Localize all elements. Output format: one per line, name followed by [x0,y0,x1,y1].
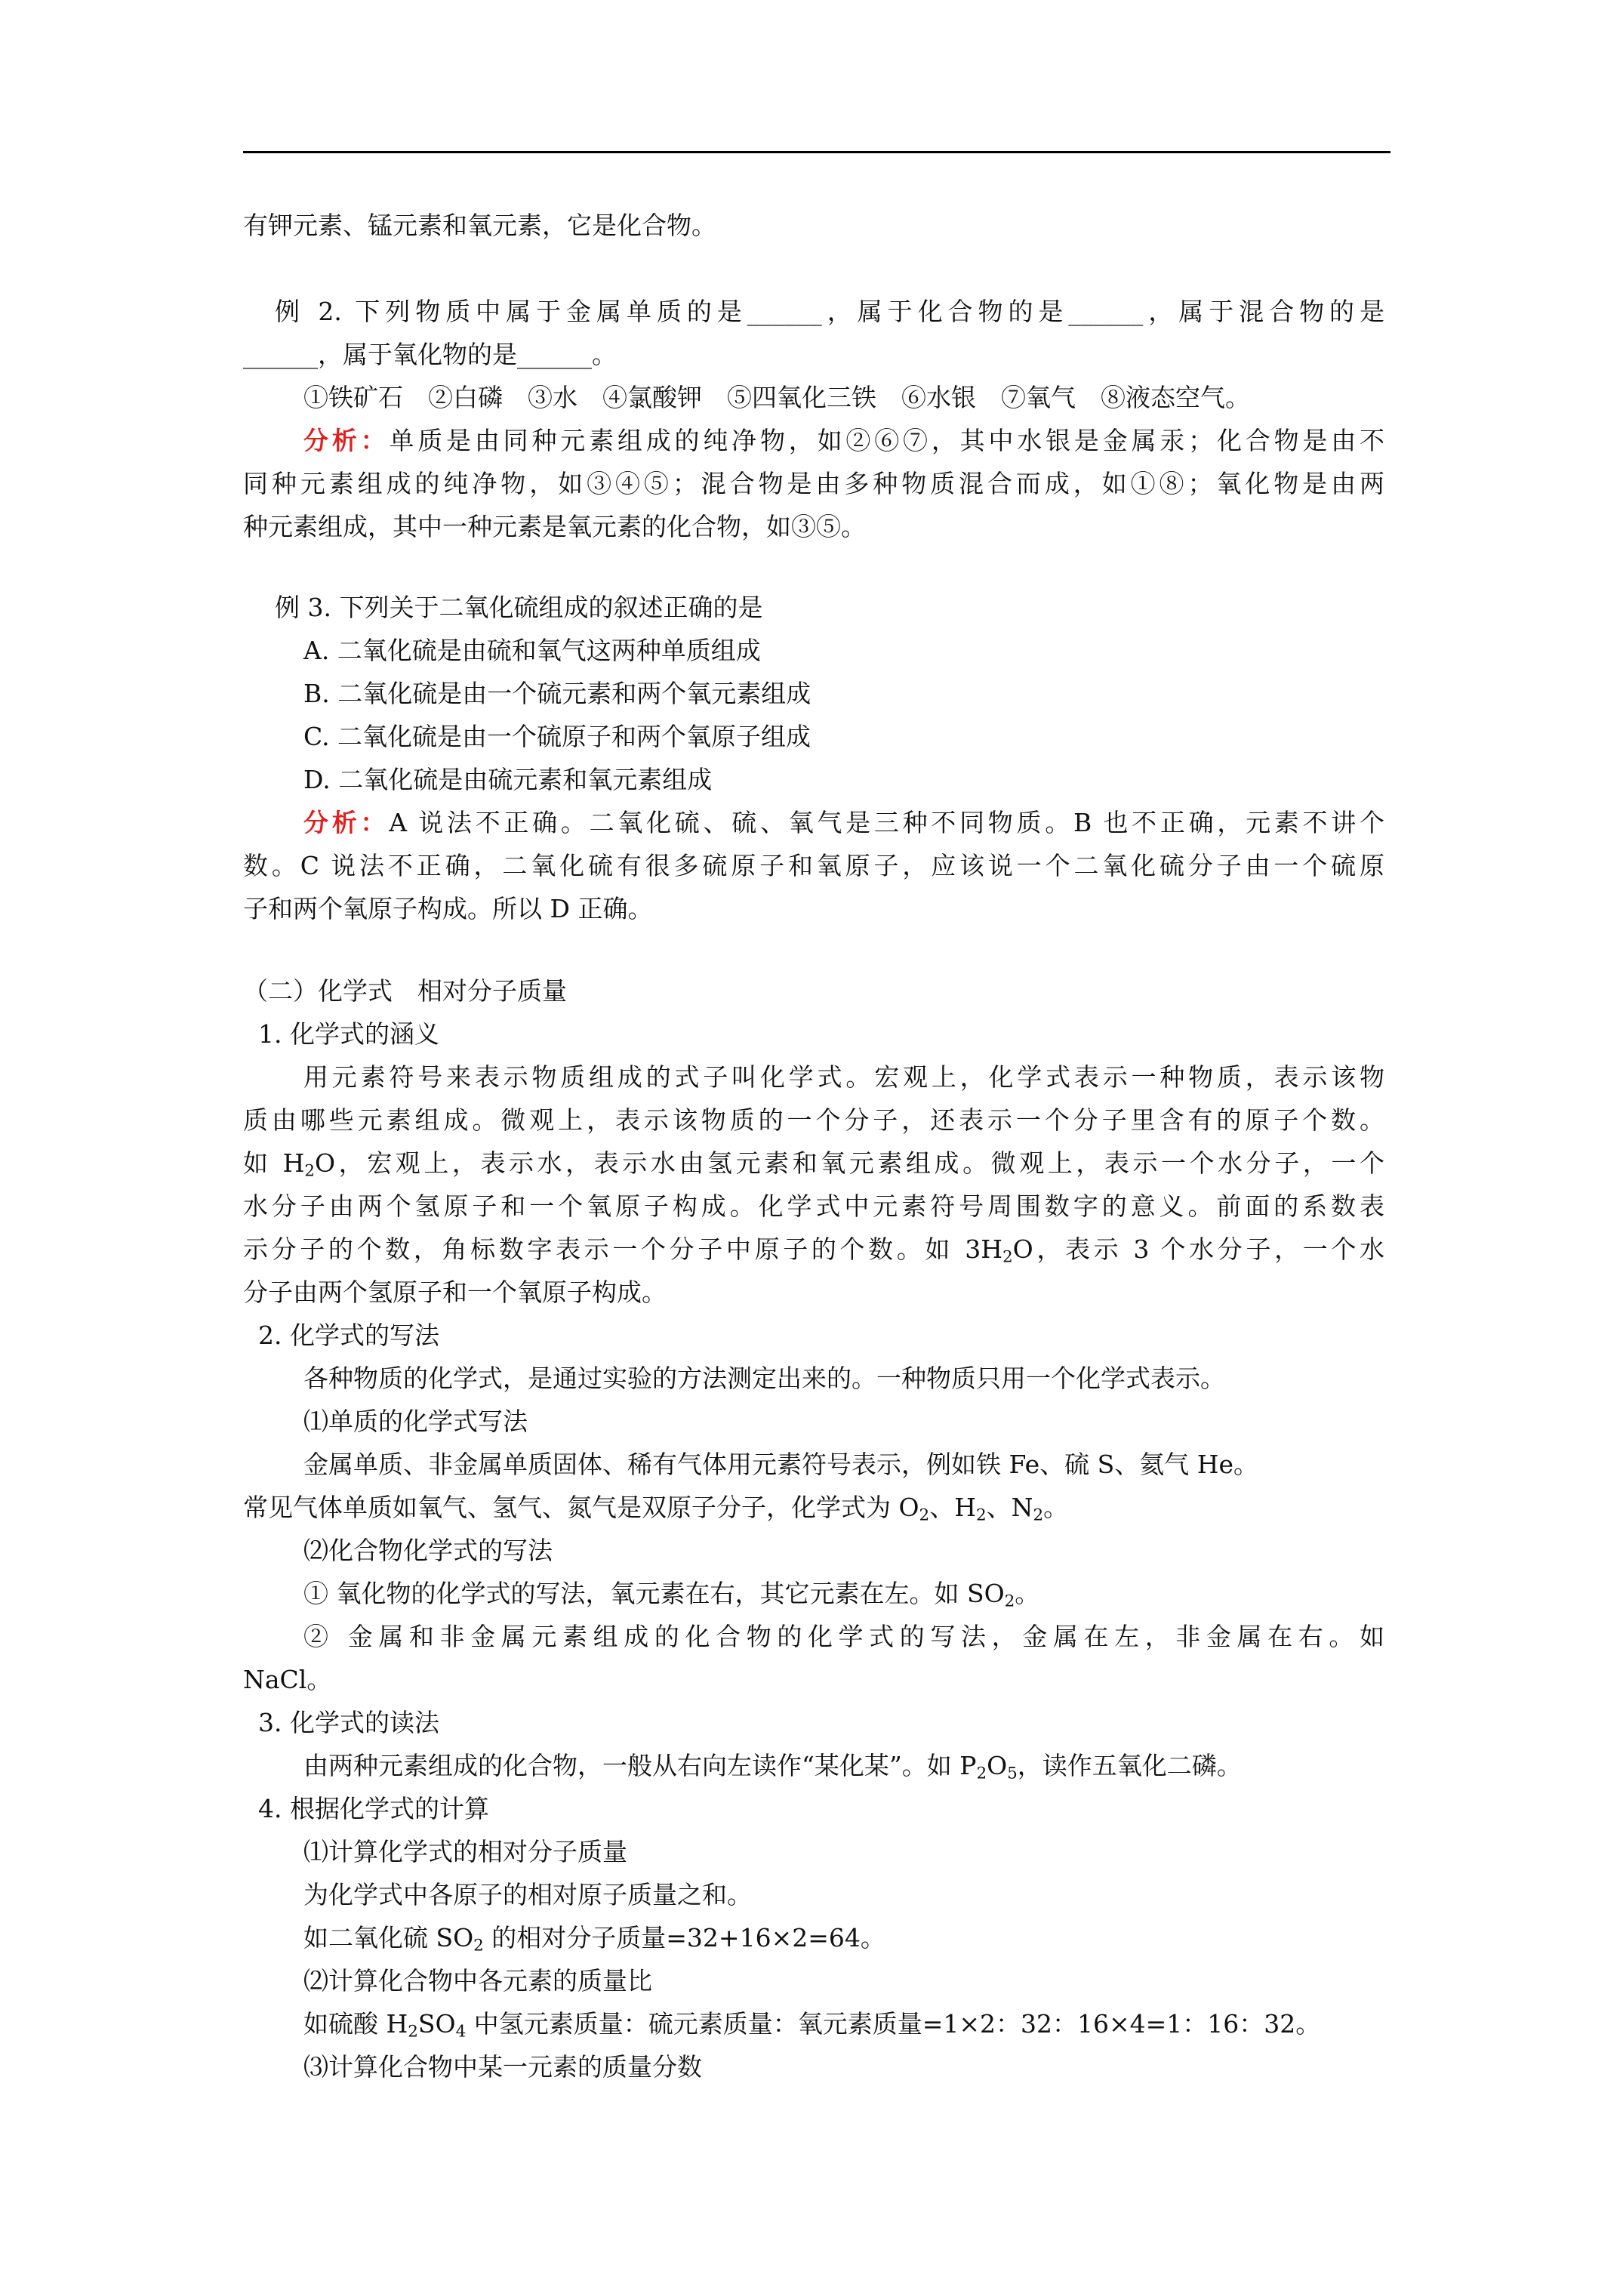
ex2-analysis-line1 [303,419,1384,463]
ex3-analysis-label: 分析： [303,808,390,837]
s2-sub1-line2 [243,1486,1068,1530]
s2-sub2-item2-line1: ② 金属和非金属元素组成的化合物的化学式的写法，金属在左，非金属在右。如 [303,1622,1384,1651]
intro-line: 有钾元素、锰元素和氧元素，它是化合物。 [243,211,716,240]
s1-para-line3 [243,1142,1384,1185]
ex3-analysis-line3: 子和两个氧原子构成。所以 D 正确。 [243,894,653,923]
s2-sub2-item1 [303,1572,1039,1616]
ex2-analysis-label: 分析： [303,426,390,455]
s3-p1-sub2: 5 [1007,1764,1018,1783]
s3-title: 3. 化学式的读法 [258,1708,439,1737]
ex3-option-d: D. 二氧化硫是由硫元素和氧元素组成 [303,765,713,794]
s2-sub2-i1-b: 。 [1015,1579,1040,1608]
s1-para-line5 [243,1228,1384,1271]
s2-sub1-line1: 金属单质、非金属单质固体、稀有气体用元素符号表示，例如铁 Fe、硫 S、氦气 He。 [303,1450,1259,1479]
s4-sub2-l1-c: 中氢元素质量：硫元素质量：氧元素质量=1×2：32：16×4=1：16：32。 [466,2009,1321,2039]
s2-sub2-title: ⑵化合物化学式的写法 [303,1536,553,1565]
s4-sub1-line1: 为化学式中各原子的相对原子质量之和。 [303,1880,752,1909]
s2-sub1-l2-sub3: 2 [1033,1505,1044,1525]
ex3-analysis-text1: A 说法不正确。二氧化硫、硫、氧气是三种不同物质。B 也不正确，元素不讲个 [389,808,1385,837]
header-rule [243,151,1390,153]
s2-sub1-l2-b: 、H [929,1493,976,1522]
s4-sub2-line1 [303,2002,1320,2046]
ex2-options: ①铁矿石 ②白磷 ③水 ④氯酸钾 ⑤四氧化三铁 ⑥水银 ⑦氧气 ⑧液态空气。 [303,383,1250,412]
s4-sub1-l2-subscript: 2 [473,1936,484,1955]
s2-sub1-l2-sub1: 2 [919,1505,930,1525]
ex3-analysis-line2: 数。C 说法不正确，二氧化硫有很多硫原子和氧原子，应该说一个二氧化硫分子由一个硫原 [243,851,1384,880]
s2-sub1-l2-sub2: 2 [975,1505,987,1525]
s1-para-line6: 分子由两个氢原子和一个氧原子构成。 [243,1277,667,1307]
s2-sub1-title: ⑴单质的化学式写法 [303,1407,528,1436]
section2-heading: （二）化学式 相对分子质量 [243,976,567,1006]
s3-p1-sub1: 2 [976,1764,987,1783]
ex2-analysis-text1: 单质是由同种元素组成的纯净物，如②⑥⑦，其中水银是金属汞；化合物是由不 [389,426,1385,455]
ex2-question-line1: 例 2. 下列物质中属于金属单质的是______，属于化合物的是______，属于混合物的是 [275,297,1384,326]
s4-sub3-title: ⑶计算化合物中某一元素的质量分数 [303,2052,702,2082]
s1-p5-subscript: 2 [1002,1247,1013,1267]
s2-para1: 各种物质的化学式，是通过实验的方法测定出来的。一种物质只用一个化学式表示。 [303,1364,1225,1393]
s3-p1-b: O [987,1751,1008,1780]
s1-para-line1: 用元素符号来表示物质组成的式子叫化学式。宏观上，化学式表示一种物质，表示该物 [303,1062,1384,1092]
ex2-analysis-line2: 同种元素组成的纯净物，如③④⑤；混合物是由多种物质混合而成，如①⑧；氧化物是由两 [243,469,1384,498]
ex3-option-b: B. 二氧化硫是由一个硫元素和两个氧元素组成 [303,679,812,708]
s4-sub2-l1-sub2: 4 [455,2022,467,2042]
s4-sub2-l1-a: 如硫酸 H [303,2009,408,2039]
ex2-analysis-line3: 种元素组成，其中一种元素是氧元素的化合物，如③⑤。 [243,512,866,541]
s2-title: 2. 化学式的写法 [258,1321,439,1350]
s2-sub1-l2-c: 、N [986,1493,1033,1522]
s3-p1-a: 由两种元素组成的化合物，一般从右向左读作“某化某”。如 P [303,1751,977,1780]
s1-p5-part-a: 示分子的个数，角标数字表示一个分子中原子的个数。如 3H [243,1234,1002,1264]
s2-sub2-i1-subscript: 2 [1004,1592,1015,1611]
ex3-option-a: A. 二氧化硫是由硫和氧气这两种单质组成 [303,636,761,665]
s4-title: 4. 根据化学式的计算 [258,1794,489,1823]
ex2-question-line2: ______，属于氧化物的是______。 [243,340,617,369]
s2-sub1-l2-d: 。 [1043,1493,1069,1522]
s3-para1 [303,1744,1242,1788]
ex3-question: 例 3. 下列关于二氧化硫组成的叙述正确的是 [275,593,763,622]
ex3-option-c: C. 二氧化硫是由一个硫原子和两个氧原子组成 [303,722,812,751]
s1-para-line4: 水分子由两个氢原子和一个氧原子构成。化学式中元素符号周围数字的意义。前面的系数表 [243,1191,1384,1221]
s4-sub1-l2-a: 如二氧化硫 SO [303,1923,474,1952]
s4-sub2-l1-sub1: 2 [408,2022,418,2042]
s2-sub2-i1-a: ① 氧化物的化学式的写法，氧元素在右，其它元素在左。如 SO [303,1579,1005,1608]
s1-p3-subscript: 2 [304,1161,316,1181]
s1-para-line2: 质由哪些元素组成。微观上，表示该物质的一个分子，还表示一个分子里含有的原子个数。 [243,1105,1384,1135]
s4-sub2-l1-b: SO [417,2009,456,2039]
s2-sub2-item2-line2: NaCl。 [243,1665,332,1694]
s3-p1-c: ，读作五氧化二磷。 [1017,1751,1242,1780]
s1-p3-part-a: 如 H [243,1148,305,1178]
s4-sub1-line2 [303,1916,885,1960]
s1-p5-part-b: O，表示 3 个水分子，一个水 [1012,1234,1385,1264]
s1-p3-part-b: O，宏观上，表示水，表示水由氢元素和氧元素组成。微观上，表示一个水分子，一个 [315,1148,1384,1178]
s4-sub1-title: ⑴计算化学式的相对分子质量 [303,1837,627,1866]
s1-title: 1. 化学式的涵义 [258,1019,439,1049]
s2-sub1-l2-a: 常见气体单质如氧气、氢气、氮气是双原子分子，化学式为 O [243,1493,919,1522]
ex3-analysis-line1 [303,801,1384,845]
s4-sub2-title: ⑵计算化合物中各元素的质量比 [303,1966,652,1996]
s4-sub1-l2-b: 的相对分子质量=32+16×2=64。 [483,1923,885,1952]
